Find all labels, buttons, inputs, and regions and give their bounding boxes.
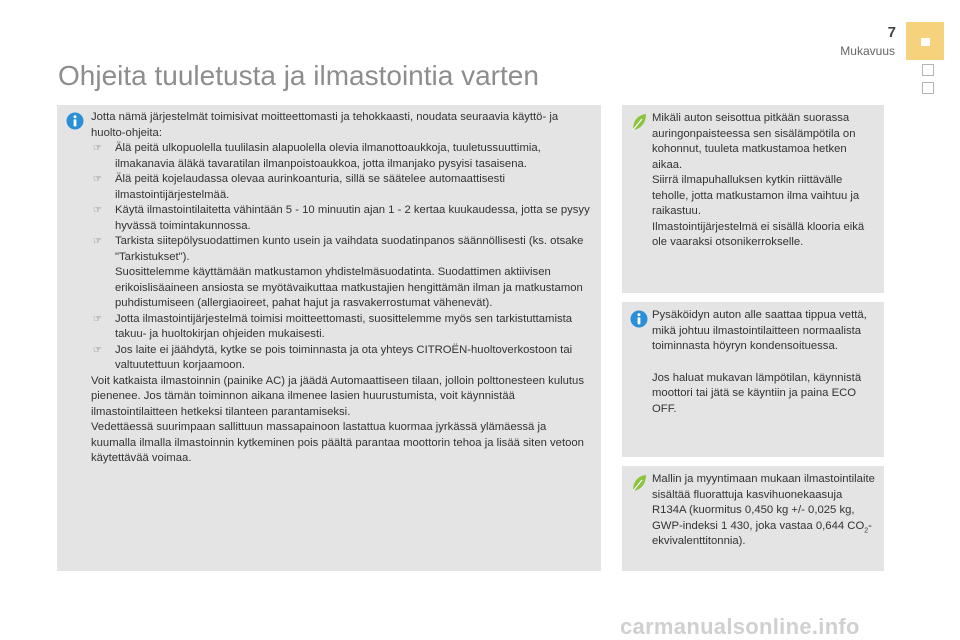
- refrigerant-text: [652, 472, 878, 550]
- info-text: Jos haluat mukavan lämpötilan, käynnistä moottori tai jätä se käyntiin ja paina ECO OFF.: [652, 371, 862, 415]
- watermark: carmanualsonline.info: [620, 614, 860, 639]
- section-tab[interactable]: [922, 82, 934, 94]
- info-icon: [630, 310, 648, 328]
- list-item: ☞ Älä peitä ulkopuolella tuulilasin alapuolella olevia ilmanottoaukkoja, tuuletussuuttimia, ilmakanavia äläkä tavaratilan ilmanpoistoaukkoa, jotta ilmanjako pysyisi tasaisena.: [91, 141, 593, 172]
- ac-paragraph: Voit katkaista ilmastoinnin (painike AC) ja jäädä Automaattiseen tilaan, jolloin polttonesteen kulutus pienenee. Jos tämän toiminnon aikana ilmenee lasien huurustumista, voit käynnistää ilmastointilaitteen hetkeksi tilanteen parantamiseksi.: [91, 374, 584, 418]
- section-tab[interactable]: [922, 64, 934, 76]
- refrigerant-info-box: [622, 466, 884, 571]
- section-tab-active[interactable]: [906, 22, 944, 60]
- condensation-info-box: [622, 302, 884, 457]
- section-label: Mukavuus: [840, 44, 895, 58]
- list-item-text: Tarkista siitepölysuodattimen kunto usein ja vaihdata suodatinpanos säännöllisesti (ks. otsake "Tarkistukset").: [115, 235, 584, 263]
- page-title: Ohjeita tuuletusta ja ilmastointia varten: [58, 60, 539, 91]
- info-icon: [66, 112, 84, 130]
- co2-subscript: 2: [864, 526, 869, 534]
- list-item: ☞ Jotta ilmastointijärjestelmä toimisi moitteettomasti, suosittelemme myös sen tarkistuttamista takuu- ja huoltokirjan ohjeiden mukaisesti.: [91, 312, 593, 343]
- tip-text: Siirrä ilmapuhalluksen kytkin riittävälle teholle, jotta matkustamon ilma vaihtuu ja raikastuu.: [652, 174, 860, 217]
- towing-paragraph: Vedettäessä suurimpaan sallittuun massapainoon lastattua kuormaa jyrkässä ylämäessä ja kuumalla ilmalla ilmastoinnin kytkeminen pois päältä parantaa moottorin tehoa ja lisää siten vetoon käytettävää voimaa.: [91, 421, 584, 464]
- leaf-icon: [630, 113, 648, 131]
- intro-text: Jotta nämä järjestelmät toimisivat moitteettomasti ja tehokkaasti, noudata seuraavia käyttö- ja huolto-ohjeita:: [91, 111, 559, 139]
- tip-text: Mikäli auton seisottua pitkään suorassa auringonpaisteessa sen sisälämpötila on kohonnut, tuuleta matkustamoa hetken aikaa.: [652, 112, 856, 171]
- list-item: [91, 234, 593, 312]
- info-text: Pysäköidyn auton alle saattaa tippua vettä, mikä johtuu ilmastointilaitteen normaalista toiminnasta höyryn kondensoituessa.: [652, 309, 867, 352]
- leaf-icon: [630, 474, 648, 492]
- list-item: ☞ Älä peitä kojelaudassa olevaa aurinkoanturia, sillä se säätelee automaattisesti ilmastointijärjestelmää.: [91, 172, 593, 203]
- filter-note: Suosittelemme käyttämään matkustamon yhdistelmäsuodatinta. Suodattimen aktiivisen erikoislisäaineen ansiosta se myötävaikuttaa matkustajien hengittämän ilman ja matkustamon puhdistumiseen (allergiaoireet, pahat hajut ja rasvakerrostumat vähenevät).: [115, 266, 583, 309]
- page-number: 7: [887, 24, 896, 41]
- list-item: ☞ Jos laite ei jäähdytä, kytke se pois toiminnasta ja ota yhteys CITROËN-huoltoverkostoon tai valtuutettuun korjaamoon.: [91, 343, 593, 374]
- refrigerant-text-a: Mallin ja myyntimaan mukaan ilmastointilaite sisältää fluorattuja kasvihuonekaasuja R134A (kuormitus 0,450 kg +/- 0,025 kg, GWP-indeksi 1 430, joka vastaa 0,644 CO: [652, 473, 875, 532]
- instruction-list: [91, 141, 593, 374]
- tab-marker-icon: [921, 38, 930, 46]
- tip-text: Ilmastointijärjestelmä ei sisällä klooria eikä ole vaaraksi otsonikerrokselle.: [652, 220, 865, 248]
- main-info-box: [57, 105, 601, 571]
- ventilation-tip-box: [622, 105, 884, 293]
- list-item: ☞ Käytä ilmastointilaitetta vähintään 5 - 10 minuutin ajan 1 - 2 kertaa kuukaudessa, jotta se pysyy hyvässä toimintakunnossa.: [91, 203, 593, 234]
- refrigerant-text-b: -ekvivalenttitonnia).: [652, 519, 872, 547]
